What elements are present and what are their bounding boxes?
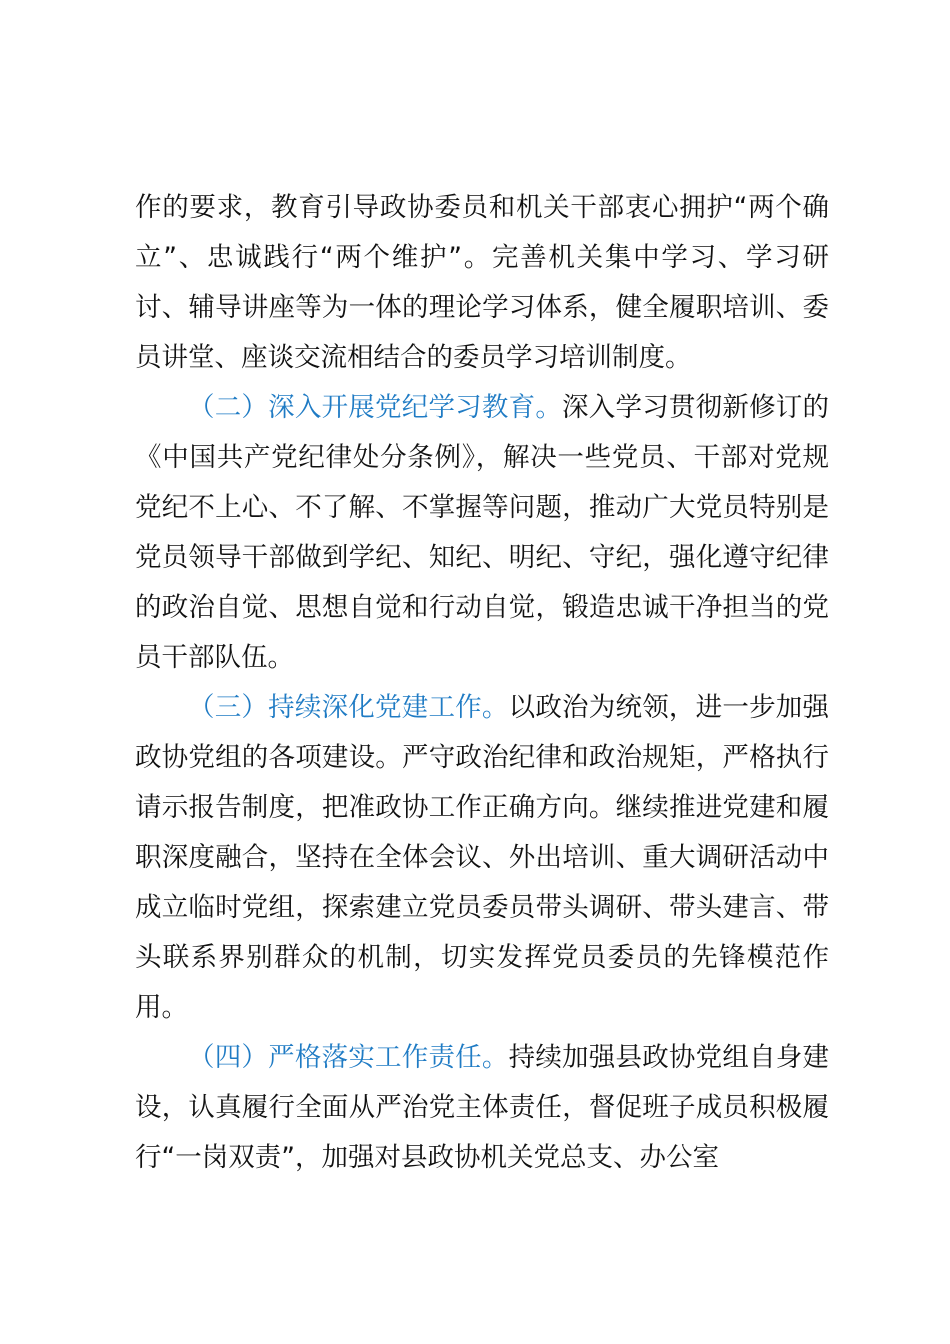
paragraph-section-4: [135, 1033, 829, 1183]
section-heading: （四）严格落实工作责任。: [188, 1042, 509, 1073]
paragraph-text: 持续加强县政协党组自身建设，认真履行全面从严治党主体责任，督促班子成员积极履行“一岗双责”，加强对县政协机关党总支、办公室: [135, 1042, 830, 1173]
paragraph-continuation: [135, 183, 829, 383]
section-heading: （三）持续深化党建工作。: [188, 692, 509, 723]
paragraph-section-3: [135, 683, 829, 1033]
section-heading: （二）深入开展党纪学习教育。: [188, 392, 563, 423]
paragraph-text: 作的要求，教育引导政协委员和机关干部衷心拥护“两个确立”、忠诚践行“两个维护”。完善机关集中学习、学习研讨、辅导讲座等为一体的理论学习体系，健全履职培训、委员讲堂、座谈交流相结合的委员学习培训制度。: [135, 192, 829, 373]
document-body: [135, 183, 829, 1183]
paragraph-text: 以政治为统领，进一步加强政协党组的各项建设。严守政治纪律和政治规矩，严格执行请示报告制度，把准政协工作正确方向。继续推进党建和履职深度融合，坚持在全体会议、外出培训、重大调研活动中成立临时党组，探索建立党员委员带头调研、带头建言、带头联系界别群众的机制，切实发挥党员委员的先锋模范作用。: [135, 692, 830, 1023]
paragraph-section-2: [135, 383, 829, 683]
paragraph-text: 深入学习贯彻新修订的《中国共产党纪律处分条例》，解决一些党员、干部对党规党纪不上心、不了解、不掌握等问题，推动广大党员特别是党员领导干部做到学纪、知纪、明纪、守纪，强化遵守纪律的政治自觉、思想自觉和行动自觉，锻造忠诚干净担当的党员干部队伍。: [135, 392, 830, 673]
